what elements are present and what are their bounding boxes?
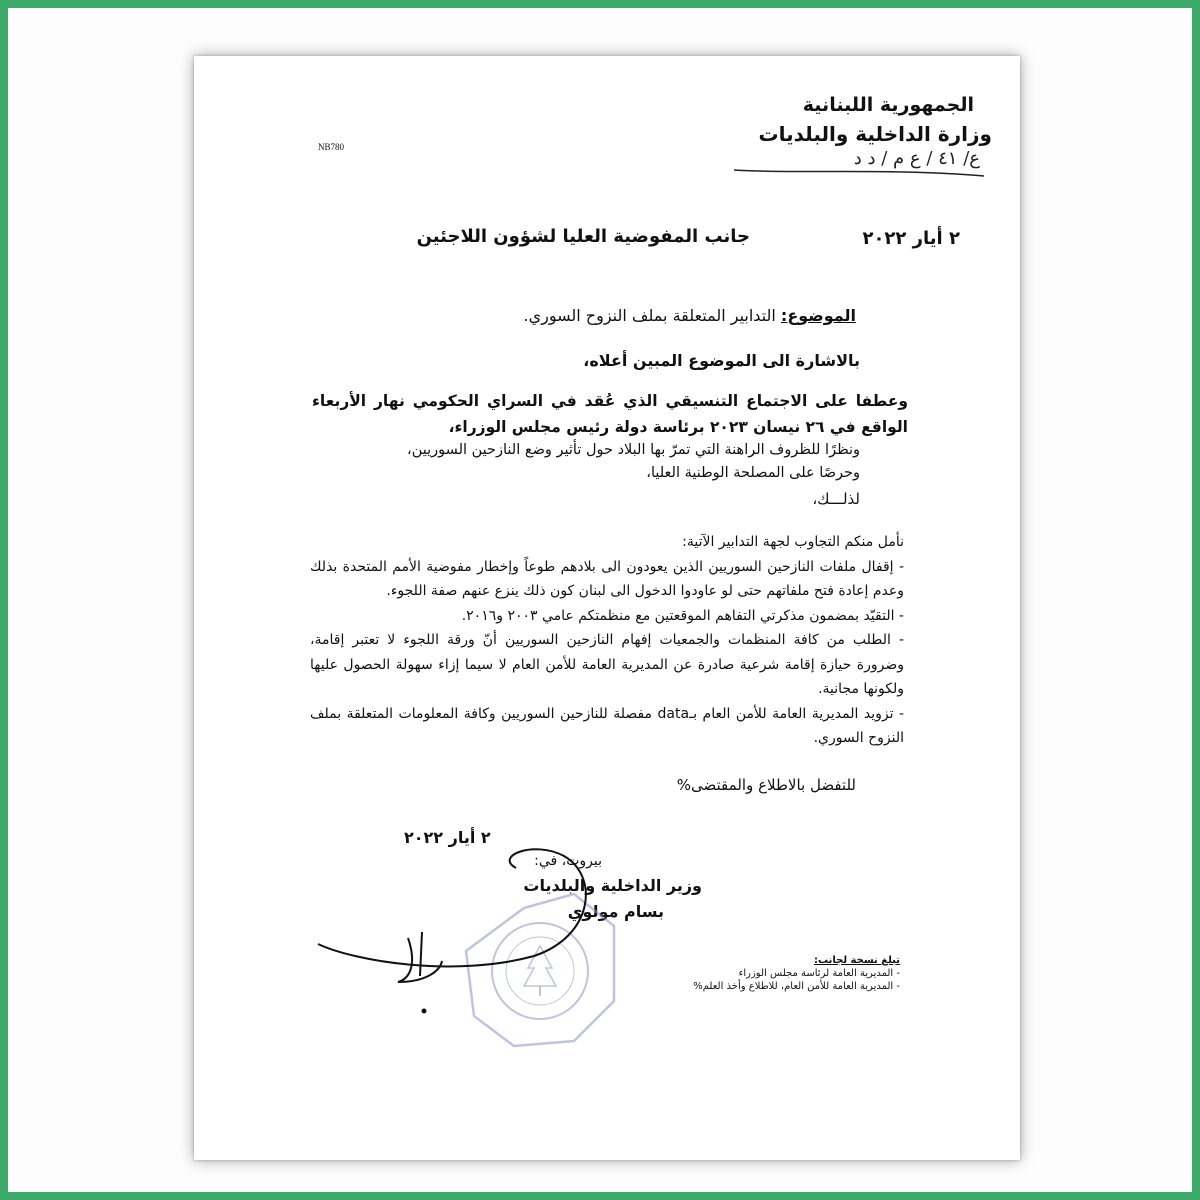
measures-intro: نأمل منكم التجاوب لجهة التدابير الآتية: — [682, 534, 904, 550]
paragraph-national-interest: وحرصًا على المصلحة الوطنية العليا، — [646, 465, 860, 481]
handwriting-stroke — [734, 170, 984, 176]
header-ministry: وزارة الداخلية والبلديات — [758, 122, 992, 146]
closing-line: للتفضل بالاطلاع والمقتضى% — [676, 776, 856, 794]
handwritten-reference: ع/ ٤١ / ع م / د د — [853, 148, 980, 169]
copies-line: - المديرية العامة للأمن العام، للاطلاع وأخذ العلم% — [693, 981, 900, 992]
measure-item: - إقفال ملفات النازحين السوريين الذين يعودون الى بلادهم طوعاً وإخطار مفوضية الأمم المتحدة بذلك وعدم إعادة فتح ملفاتهم حتى لو عاودوا الدخول الى لبنان كون ذلك ينزع عنهم صفة اللجوء. — [310, 558, 904, 599]
copies-block — [693, 954, 900, 993]
subject-label: الموضوع: — [780, 306, 856, 325]
therefore-line: لذلـــك، — [812, 490, 860, 508]
measure-item: - التقيّد بمضمون مذكرتي التفاهم الموقعتين مع منظمتكم عامي ٢٠٠٣ و٢٠١٦. — [461, 607, 904, 624]
subject-line — [524, 306, 856, 325]
addressee: جانب المفوضية العليا لشؤون اللاجئين — [416, 226, 750, 247]
handwritten-signature — [318, 849, 586, 1012]
paragraph-meeting: وعطفا على الاجتماع التنسيقي الذي عُقد في السراي الحكومي نهار الأربعاء الواقع في ٢٦ نيسان ٢٠٢٣ برئاسة دولة رئيس مجلس الوزراء، — [312, 392, 908, 436]
reference-line: بالاشارة الى الموضوع المبين أعلاه، — [583, 351, 860, 370]
signer-name: بسام مولوي — [567, 902, 664, 921]
measure-item: - الطلب من كافة المنظمات والجمعيات إفهام النازحين السوريين أنّ ورقة اللجوء لا تعتبر إقامة، وضرورة حيازة إقامة شرعية صادرة عن المديرية العامة للأمن العام لا سيما إزاء سهولة الحصول عليها ولكونها مجانية. — [310, 632, 904, 697]
copies-line: - المديرية العامة لرئاسة مجلس الوزراء — [738, 968, 900, 979]
signer-title: وزير الداخلية والبلديات — [523, 876, 702, 895]
paragraph-considerations — [260, 439, 860, 485]
paragraph-circumstances: ونظرًا للظروف الراهنة التي تمرّ بها البلاد حول تأثير وضع النازحين السوريين، — [407, 442, 860, 458]
copies-title: تبلغ نسخة لجانب: — [814, 955, 900, 966]
signature-date: ٢ أيار ٢٠٢٢ — [404, 828, 491, 847]
subject-text: التدابير المتعلقة بملف النزوح السوري. — [523, 306, 781, 325]
header-republic: الجمهورية اللبنانية — [802, 94, 974, 116]
measure-item: - تزويد المديرية العامة للأمن العام بـdata مفصلة للنازحين السوريين وكافة المعلومات المتعلقة بملف النزوح السوري. — [310, 705, 905, 746]
letter-page — [194, 56, 1020, 1160]
measures-list — [310, 530, 904, 751]
letter-date: ٢ أيار ٢٠٢٢ — [862, 228, 960, 249]
document-code: NB780 — [318, 142, 345, 152]
signature-place: بيروت، في: — [534, 853, 602, 869]
